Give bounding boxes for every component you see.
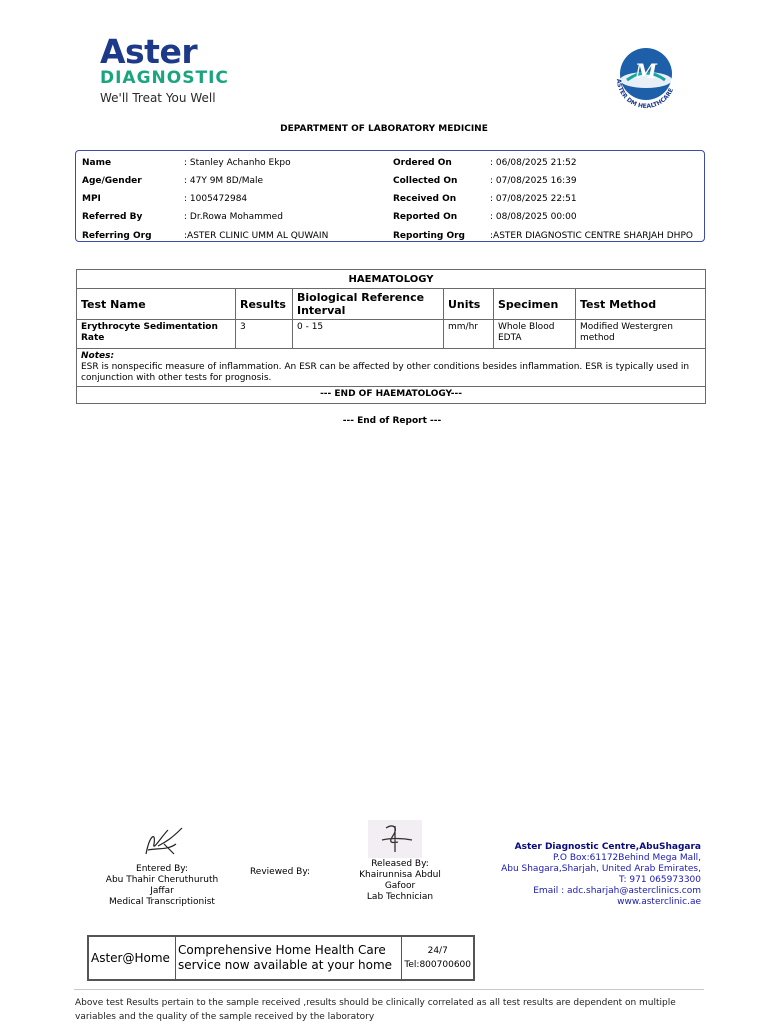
released-by-name-2: Gafoor: [384, 881, 416, 891]
released-by-block: [338, 859, 462, 903]
result-value-cell: 3: [236, 320, 293, 349]
section-title: HAEMATOLOGY: [77, 270, 706, 289]
brand-name: Aster: [100, 32, 198, 71]
specimen-cell: Whole Blood EDTA: [494, 320, 576, 349]
patient-info-box: [75, 150, 705, 242]
section-end-text: --- END OF HAEMATOLOGY---: [77, 387, 706, 404]
released-by-signature: [368, 820, 422, 858]
order-field-label: Ordered On: [393, 158, 452, 168]
patient-field-value: : Stanley Achanho Ekpo: [184, 158, 291, 168]
order-field-label: Received On: [393, 194, 457, 204]
svg-text:M: M: [634, 59, 658, 83]
released-by-role: Lab Technician: [366, 892, 434, 902]
end-of-report: --- End of Report ---: [342, 416, 442, 426]
table-header-row: [77, 289, 706, 320]
col-specimen: Specimen: [494, 289, 576, 320]
patient-field-label: Referred By: [82, 212, 143, 222]
reviewed-by-label: Reviewed By:: [249, 867, 311, 877]
centre-phone: T: 971 065973300: [619, 875, 701, 885]
method-cell: Modified Westergren method: [576, 320, 706, 349]
order-field-value: :ASTER DIAGNOSTIC CENTRE SHARJAH DHPO: [490, 231, 693, 241]
entered-by-role: Medical Transcriptionist: [109, 897, 215, 907]
ad-contact: [402, 936, 474, 980]
patient-field-label: Referring Org: [82, 231, 152, 241]
ad-phone: Tel:800700600: [404, 960, 471, 970]
reference-cell: 0 - 15: [293, 320, 444, 349]
centre-address-line: P.O Box:61172Behind Mega Mall,: [553, 853, 701, 863]
centre-address-line: Abu Shagara,Sharjah, United Arab Emirates,: [501, 864, 701, 874]
order-field-label: Reporting Org: [393, 231, 465, 241]
col-test-method: Test Method: [576, 289, 706, 320]
order-field-label: Collected On: [393, 176, 458, 186]
patient-field-value: : 1005472984: [184, 194, 248, 204]
order-field-value: : 06/08/2025 21:52: [490, 158, 577, 168]
released-by-label: Released By:: [371, 859, 429, 869]
col-reference: Biological Reference Interval: [293, 289, 444, 320]
order-field-label: Reported On: [393, 212, 458, 222]
test-name-cell: Erythrocyte Sedimentation Rate: [77, 320, 236, 349]
section-end-row: [77, 387, 706, 404]
released-by-name-1: Khairunnisa Abdul: [359, 870, 441, 880]
ad-hours: 24/7: [427, 946, 448, 956]
results-table: [76, 269, 706, 404]
home-care-ad: [87, 935, 475, 981]
notes-text: ESR is nonspecific measure of inflammation. An ESR can be affected by other conditions besides inflammation. ESR is typically used in conjunction with other tests for prognosis.: [81, 362, 690, 383]
patient-field-value: :ASTER CLINIC UMM AL QUWAIN: [184, 231, 329, 241]
patient-field-label: MPI: [82, 194, 101, 204]
entered-by-block: [96, 864, 228, 908]
order-field-value: : 07/08/2025 16:39: [490, 176, 577, 186]
col-test-name: Test Name: [77, 289, 236, 320]
notes-row: [77, 349, 706, 387]
patient-field-label: Name: [82, 158, 112, 168]
table-row: [77, 320, 706, 349]
brand-subtitle: DIAGNOSTIC: [100, 68, 229, 88]
notes-label: Notes:: [81, 351, 115, 361]
department-title: DEPARTMENT OF LABORATORY MEDICINE: [280, 124, 488, 134]
entered-by-signature: [138, 824, 188, 860]
order-field-value: : 07/08/2025 22:51: [490, 194, 577, 204]
footer-divider: [74, 989, 704, 990]
aster-dm-seal-logo: [605, 38, 687, 120]
centre-name: Aster Diagnostic Centre,AbuShagara: [514, 842, 701, 852]
seal-text: ASTER DM HEALTHCARE: [614, 78, 676, 111]
units-cell: mm/hr: [444, 320, 494, 349]
col-results: Results: [236, 289, 293, 320]
entered-by-name-2: Jaffar: [150, 886, 174, 896]
centre-address: [470, 842, 701, 908]
ad-brand: Aster@Home: [88, 936, 175, 980]
order-field-value: : 08/08/2025 00:00: [490, 212, 577, 222]
patient-field-label: Age/Gender: [82, 176, 142, 186]
brand-tagline: We'll Treat You Well: [100, 91, 216, 105]
footer-disclaimer: Above test Results pertain to the sample received ,results should be clinically correlated as all test results are dependent on multiple variables and the quality of the sample received by the laboratory: [75, 998, 676, 1022]
entered-by-name-1: Abu Thahir Cheruthuruth: [105, 875, 219, 885]
entered-by-label: Entered By:: [136, 864, 188, 874]
centre-website: www.asterclinic.ae: [617, 897, 701, 907]
ad-message: Comprehensive Home Health Care service now available at your home: [175, 936, 401, 980]
patient-field-value: : Dr.Rowa Mohammed: [184, 212, 283, 222]
col-units: Units: [444, 289, 494, 320]
centre-email: Email : adc.sharjah@asterclinics.com: [533, 886, 701, 896]
patient-field-value: : 47Y 9M 8D/Male: [184, 176, 264, 186]
